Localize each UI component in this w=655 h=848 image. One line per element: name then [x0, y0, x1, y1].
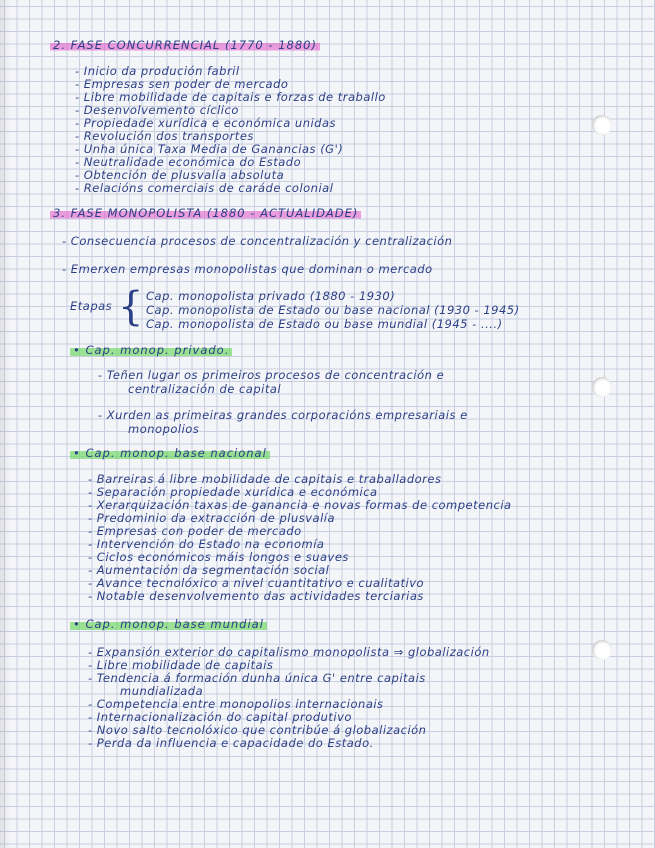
list-item: - Ciclos económicos máis longos e suaves [88, 550, 349, 564]
list-item: - Novo salto tecnolóxico que contribúe á globalización [88, 723, 427, 737]
list-item: - Xerarquización taxas de ganancia e novas formas de competencia [88, 498, 512, 512]
list-item: - Empresas sen poder de mercado [75, 77, 289, 91]
subsection-title: • Cap. monop. base mundial [70, 617, 267, 631]
list-item: - Inicio da produción fabril [75, 64, 240, 78]
list-item: - Obtención de plusvalía absoluta [75, 168, 285, 182]
list-item: - Predominio da extracción de plusvalía [88, 511, 336, 525]
list-item: Cap. monopolista de Estado ou base mundial (1945 - ....) [146, 317, 503, 331]
brace-icon: { [118, 284, 144, 330]
list-item: - Xurden as primeiras grandes corporacións empresariais e [98, 408, 468, 422]
list-item: - Internacionalización do capital produtivo [88, 710, 352, 724]
subsection-title: • Cap. monop. privado. [70, 343, 232, 357]
list-item: - Teñen lugar os primeiros procesos de concentración e [98, 368, 445, 382]
list-item: - Consecuencia procesos de concentralización y centralización [62, 234, 453, 248]
list-item: - Perda da influencia e capacidade do Estado. [88, 736, 374, 750]
list-item: - Notable desenvolvemento das actividades terciarias [88, 589, 424, 603]
list-item: centralización de capital [128, 382, 282, 396]
section-title: 3. FASE MONOPOLISTA (1880 - ACTUALIDADE) [50, 206, 361, 220]
list-item: - Aumentación da segmentación social [88, 563, 330, 577]
list-item: Cap. monopolista de Estado ou base nacional (1930 - 1945) [146, 303, 520, 317]
binder-hole [592, 115, 612, 135]
list-item: - Libre mobilidade de capitais e forzas de traballo [75, 90, 386, 104]
list-item: - Barreiras á libre mobilidade de capitais e traballadores [88, 472, 442, 486]
section-title: 2. FASE CONCURRENCIAL (1770 - 1880) [50, 38, 320, 52]
list-item: - Libre mobilidade de capitais [88, 658, 274, 672]
list-item: - Propiedade xurídica e económica unidas [75, 116, 337, 130]
subsection-title: • Cap. monop. base nacional [70, 446, 270, 460]
list-item: - Separación propiedade xurídica e económica [88, 485, 378, 499]
binder-hole [592, 640, 612, 660]
list-item: - Revolución dos transportes [75, 129, 254, 143]
page-edge-shadow [0, 0, 10, 848]
list-item: - Avance tecnolóxico a nivel cuantitativo e cualitativo [88, 576, 425, 590]
list-item: - Empresas con poder de mercado [88, 524, 302, 538]
list-item: Cap. monopolista privado (1880 - 1930) [146, 289, 396, 303]
list-item: - Tendencia á formación dunha única G' entre capitais [88, 671, 426, 685]
binder-hole [592, 377, 612, 397]
list-item: - Competencia entre monopolios internacionais [88, 697, 384, 711]
list-item: - Relacións comerciais de caráde colonial [75, 181, 334, 195]
list-item: - Emerxen empresas monopolistas que dominan o mercado [62, 262, 433, 276]
list-item: - Neutralidade económica do Estado [75, 155, 302, 169]
list-item: - Expansión exterior do capitalismo monopolista ⇒ globalización [88, 645, 490, 659]
list-item: - Intervención do Estado na economía [88, 537, 325, 551]
list-item: - Unha única Taxa Media de Ganancias (G') [75, 142, 344, 156]
list-item: - Desenvolvemento cíclico [75, 103, 239, 117]
list-item: mundializada [120, 684, 204, 698]
etapas-label: Etapas [70, 299, 113, 313]
list-item: monopolios [128, 422, 200, 436]
